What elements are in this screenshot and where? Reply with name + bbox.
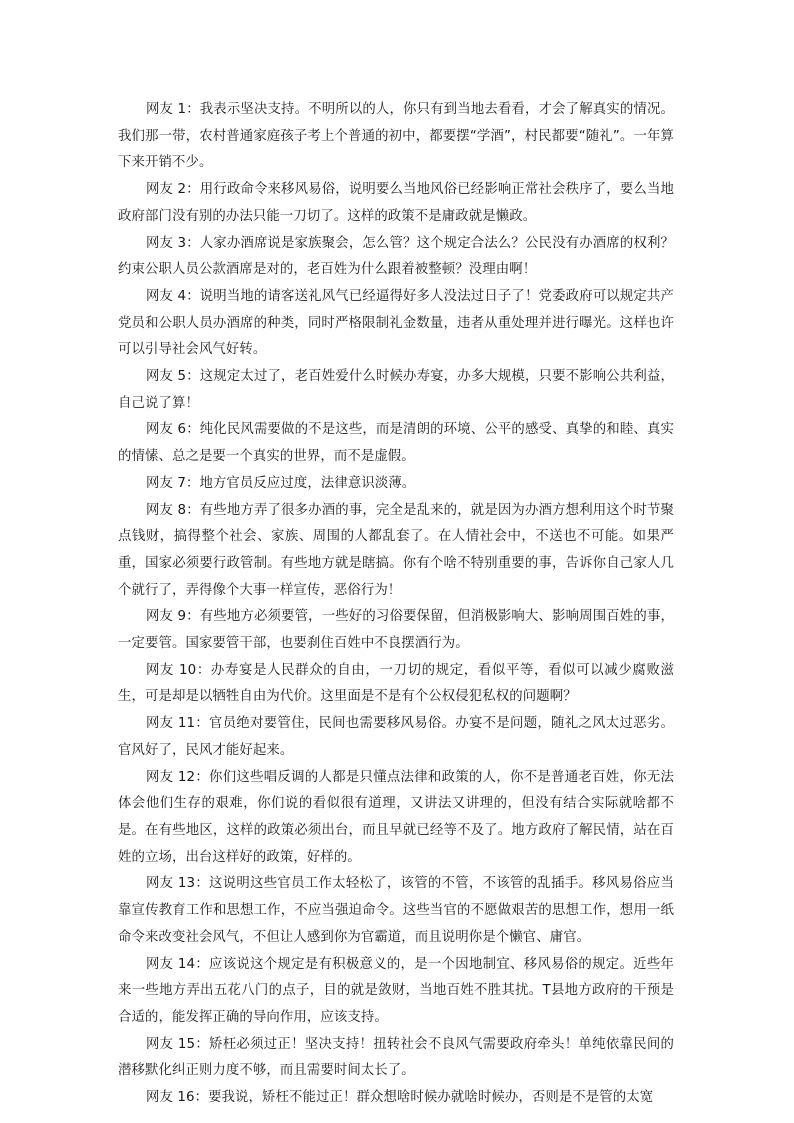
- comment-paragraph-1: 网友 1：我表示坚决支持。不明所以的人，你只有到当地去看看，才会了解真实的情况。我们那一带，农村普通家庭孩子考上个普通的初中，都要摆“学酒”，村民都要“随礼”。一年算下来开销不少。: [118, 102, 674, 171]
- comment-paragraph-4: 网友 4：说明当地的请客送礼风气已经逼得好多人没法过日子了！党委政府可以规定共产党员和公职人员办酒席的种类，同时严格限制礼金数量，违者从重处理并进行曝光。这样也许可以引导社会风气好转。: [118, 288, 674, 358]
- document-page: [118, 97, 674, 1112]
- comment-paragraph-10: 网友 10：办寿宴是人民群众的自由，一刀切的规定，看似平等，看似可以减少腐败滋生，可是却是以牺牲自由为代价。这里面是不是有个公权侵犯私权的问题啊？: [118, 662, 674, 705]
- comment-paragraph-12: 网友 12：你们这些唱反调的人都是只懂点法律和政策的人，你不是普通老百姓，你无法体会他们生存的艰难，你们说的看似很有道理，又讲法又讲理的，但没有结合实际就啥都不是。在有些地区，这样的政策必须出台，而且早就已经等不及了。地方政府了解民情，站在百姓的立场，出台这样好的政策，好样的。: [118, 769, 674, 865]
- comment-paragraph-3: 网友 3：人家办酒席说是家族聚会，怎么管？这个规定合法么？公民没有办酒席的权利？约束公职人员公款酒席是对的，老百姓为什么跟着被整顿？没理由啊！: [118, 235, 674, 278]
- comment-paragraph-7: 网友 7：地方官员反应过度，法律意识淡薄。: [146, 475, 416, 491]
- comment-paragraph-9: 网友 9：有些地方必须要管，一些好的习俗要保留，但消极影响大、影响周围百姓的事，一定要管。国家要管干部，也要刹住百姓中不良摆酒行为。: [118, 609, 674, 652]
- comment-paragraph-11: 网友 11：官员绝对要管住，民间也需要移风易俗。办宴不是问题，随礼之风太过恶劣。官风好了，民风才能好起来。: [118, 716, 674, 758]
- comment-paragraph-8: 网友 8：有些地方弄了很多办酒的事，完全是乱来的，就是因为办酒方想利用这个时节聚点钱财，搞得整个社会、家族、周围的人都乱套了。在人情社会中，不送也不可能。如果严重，国家必须要行政管制。有些地方就是瞎搞。你有个啥不特别重要的事，告诉你自己家人几个就行了，弄得像个大事一样宣传，恶俗行为！: [118, 502, 674, 598]
- comment-paragraph-15: 网友 15：矫枉必须过正！坚决支持！扭转社会不良风气需要政府牵头！单纯依靠民间的潜移默化纠正则力度不够，而且需要时间太长了。: [118, 1036, 674, 1079]
- comment-paragraph-5: 网友 5：这规定太过了，老百姓爱什么时候办寿宴，办多大规模，只要不影响公共利益，自己说了算！: [118, 369, 674, 411]
- comment-paragraph-14: 网友 14：应该说这个规定是有积极意义的，是一个因地制宜、移风易俗的规定。近些年来一些地方弄出五花八门的点子，目的就是敛财，当地百姓不胜其扰。T县地方政府的干预是合适的，能发挥正确的导向作用，应该支持。: [118, 956, 674, 1025]
- comment-paragraph-6: 网友 6：纯化民风需要做的不是这些，而是清朗的环境、公平的感受、真挚的和睦、真实的情愫、总之是要一个真实的世界，而不是虚假。: [118, 422, 674, 465]
- comment-paragraph-13: 网友 13：这说明这些官员工作太轻松了，该管的不管，不该管的乱插手。移风易俗应当靠宣传教育工作和思想工作，不应当强迫命令。这些当官的不愿做艰苦的思想工作，想用一纸命令来改变社会风气，不但让人感到你为官霸道，而且说明你是个懒官、庸官。: [118, 876, 674, 945]
- comment-paragraph-2: 网友 2：用行政命令来移风易俗，说明要么当地风俗已经影响正常社会秩序了，要么当地政府部门没有别的办法只能一刀切了。这样的政策不是庸政就是懒政。: [118, 182, 674, 224]
- comment-paragraph-16: 网友 16：要我说，矫枉不能过正！群众想啥时候办就啥时候办，否则是不是管的太宽: [146, 1090, 654, 1106]
